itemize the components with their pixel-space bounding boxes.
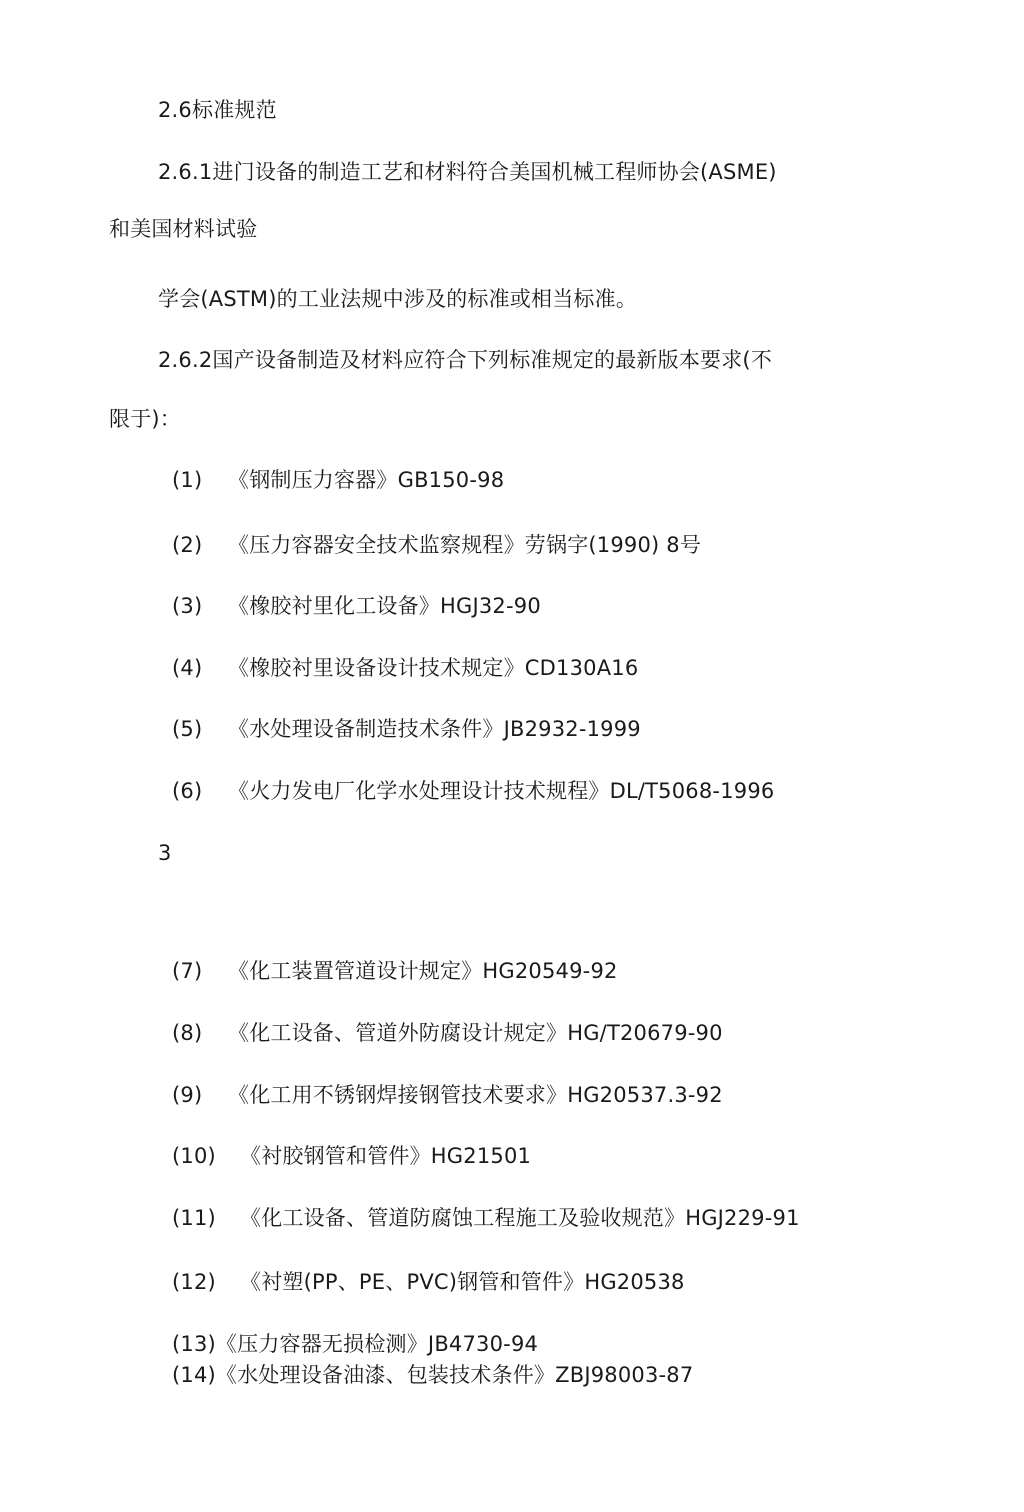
list-item — [172, 715, 641, 743]
list-item — [172, 1268, 685, 1296]
list-item — [172, 957, 618, 985]
page-number: 3 — [158, 841, 172, 865]
list-item-number: (12) — [172, 1270, 216, 1294]
list-item-number: (4) — [172, 656, 203, 680]
list-item-text: 《橡胶衬里化工设备》HGJ32-90 — [228, 594, 541, 618]
paragraph-262-line-2: 限于)： — [109, 407, 181, 431]
list-item — [172, 531, 701, 559]
list-item-number: (9) — [172, 1083, 203, 1107]
list-item-number: (11) — [172, 1206, 216, 1230]
list-item-text: 《水处理设备制造技术条件》JB2932-1999 — [228, 717, 641, 741]
list-item-number: (13) — [172, 1332, 216, 1356]
list-item-text: 《火力发电厂化学水处理设计技术规程》DL/T5068-1996 — [228, 779, 775, 803]
list-item-text: 《钢制压力容器》GB150-98 — [228, 468, 505, 492]
paragraph-261-line-3: 学会(ASTM)的工业法规中涉及的标准或相当标准。 — [158, 287, 638, 311]
list-item-text: 《衬塑(PP、PE、PVC)钢管和管件》HG20538 — [240, 1270, 685, 1294]
list-item-number: (1) — [172, 468, 203, 492]
list-item-number: (8) — [172, 1021, 203, 1045]
list-item-number: (2) — [172, 533, 203, 557]
list-item-number: (10) — [172, 1144, 216, 1168]
list-item — [172, 654, 638, 682]
list-item-number: (3) — [172, 594, 203, 618]
section-heading: 2.6标准规范 — [158, 98, 277, 122]
list-item-text: 《压力容器无损检测》JB4730-94 — [215, 1332, 539, 1356]
list-item-text: 《化工设备、管道防腐蚀工程施工及验收规范》HGJ229-91 — [240, 1206, 800, 1230]
list-item-number: (5) — [172, 717, 203, 741]
paragraph-261-line-2: 和美国材料试验 — [109, 217, 258, 241]
list-item-text: 《化工用不锈钢焊接钢管技术要求》HG20537.3-92 — [228, 1083, 723, 1107]
list-item-text: 《水处理设备油漆、包装技术条件》ZBJ98003-87 — [215, 1363, 694, 1387]
list-item — [172, 1019, 723, 1047]
list-item-text: 《衬胶钢管和管件》HG21501 — [240, 1144, 532, 1168]
list-item — [172, 777, 774, 805]
list-item — [172, 466, 504, 494]
list-item-number: (6) — [172, 779, 203, 803]
list-item — [172, 592, 541, 620]
list-item-text: 《化工装置管道设计规定》HG20549-92 — [228, 959, 618, 983]
list-item-text: 《化工设备、管道外防腐设计规定》HG/T20679-90 — [228, 1021, 723, 1045]
list-item — [172, 1330, 538, 1358]
list-item — [172, 1361, 693, 1389]
paragraph-261-line-1: 2.6.1进门设备的制造工艺和材料符合美国机械工程师协会(ASME) — [158, 160, 777, 184]
list-item-number: (14) — [172, 1363, 216, 1387]
list-item-number: (7) — [172, 959, 203, 983]
list-item-text: 《橡胶衬里设备设计技术规定》CD130A16 — [228, 656, 639, 680]
list-item — [172, 1081, 723, 1109]
list-item-text: 《压力容器安全技术监察规程》劳锅字(1990) 8号 — [228, 533, 702, 557]
list-item — [172, 1142, 531, 1170]
paragraph-262-line-1: 2.6.2国产设备制造及材料应符合下列标准规定的最新版本要求(不 — [158, 348, 773, 372]
list-item — [172, 1204, 800, 1232]
